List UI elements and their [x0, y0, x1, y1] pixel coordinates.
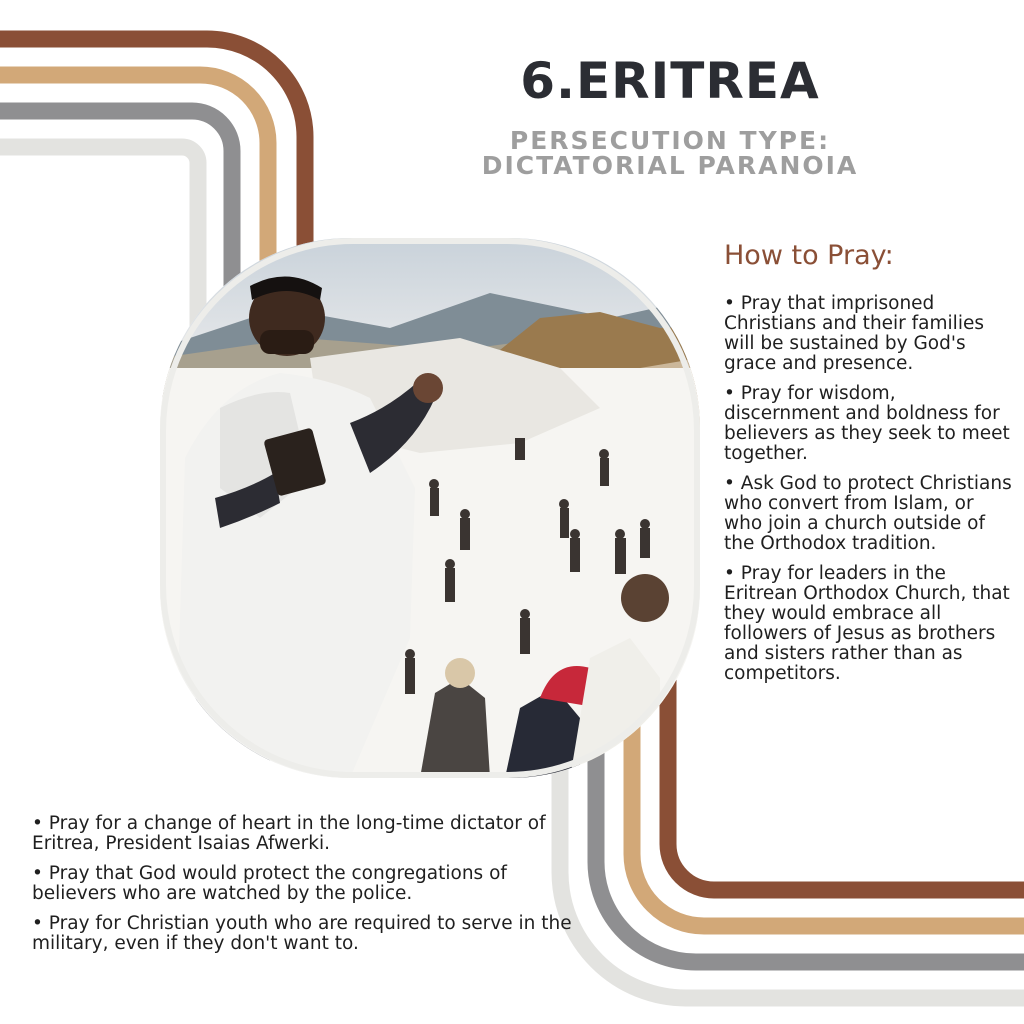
- persecution-type-line1: PERSECUTION TYPE:: [509, 126, 831, 155]
- list-item: • Pray for Christian youth who are required to serve in the military, even if they don't want to.: [32, 913, 572, 954]
- preacher-photo: [160, 238, 700, 778]
- list-item: • Pray that imprisoned Christians and their families will be sustained by God's grace and presence.: [724, 293, 984, 374]
- list-item: • Pray for leaders in the Eritrean Orthodox Church, that they would embrace all followers of Jesus as brothers and sisters rather than as competitors.: [724, 563, 1010, 684]
- persecution-type: [420, 128, 920, 178]
- list-item: • Pray that God would protect the congregations of believers who are watched by the police.: [32, 863, 507, 904]
- list-item: • Pray for wisdom, discernment and boldness for believers as they seek to meet together.: [724, 383, 1010, 464]
- list-item: • Ask God to protect Christians who convert from Islam, or who join a church outside of the Orthodox tradition.: [724, 473, 1012, 554]
- list-item: • Pray for a change of heart in the long-time dictator of Eritrea, President Isaias Afwerki.: [32, 813, 546, 854]
- how-to-pray-list: [724, 294, 1016, 694]
- page-title: 6.ERITREA: [520, 52, 820, 110]
- how-to-pray-heading: How to Pray:: [724, 240, 894, 271]
- more-prayers-list: [32, 814, 572, 964]
- persecution-type-line2: DICTATORIAL PARANOIA: [481, 151, 859, 180]
